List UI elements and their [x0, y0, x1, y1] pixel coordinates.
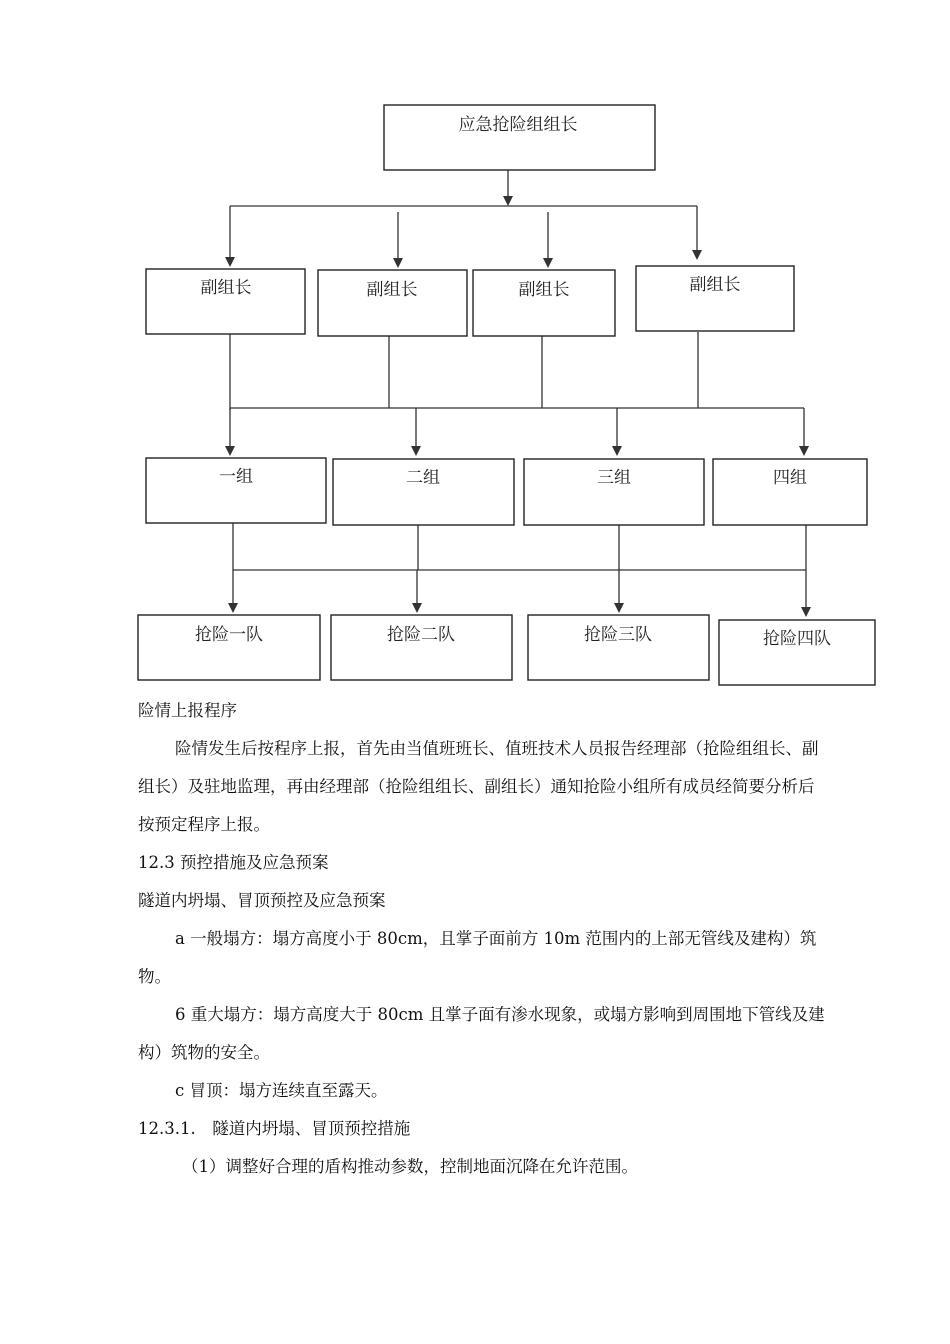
heading-tunnel-collapse: 隧道内坍塌、冒顶预控及应急预案	[138, 891, 386, 910]
paragraph-major-collapse: 6 重大塌方：塌方高度大于 80cm 且掌子面有渗水现象，或塌方影响到周围地下管线及建构）筑物的安全。	[138, 1005, 825, 1062]
leader-node	[384, 105, 655, 170]
deputy-node-4	[636, 266, 794, 331]
team-node-3	[528, 615, 709, 680]
team-label: 抢险二队	[387, 625, 455, 645]
paragraph-measure-1: （1）调整好合理的盾构推动参数，控制地面沉降在允许范围。	[182, 1157, 638, 1176]
heading-12-3: 12.3 预控措施及应急预案	[138, 853, 329, 872]
group-node-4	[713, 459, 867, 525]
group-node-3	[524, 459, 704, 525]
group-label: 二组	[406, 468, 440, 488]
paragraph-report-procedure: 险情发生后按程序上报，首先由当值班班长、值班技术人员报告经理部（抢险组组长、副组长）及驻地监理，再由经理部（抢险组组长、副组长）通知抢险小组所有成员经简要分析后按预定程序上报。	[138, 739, 819, 834]
deputy-node-3	[473, 270, 615, 336]
deputy-label: 副组长	[366, 280, 418, 300]
connectors	[225, 170, 811, 617]
heading-12-3-1: 12.3.1. 隧道内坍塌、冒顶预控措施	[138, 1119, 411, 1138]
group-node-1	[146, 458, 326, 523]
leader-label: 应急抢险组组长	[458, 115, 578, 135]
group-label: 三组	[597, 468, 631, 488]
heading-report-procedure: 险情上报程序	[138, 701, 237, 720]
team-label: 抢险一队	[195, 625, 263, 645]
team-node-2	[331, 615, 512, 680]
team-node-1	[138, 615, 320, 680]
deputy-label: 副组长	[200, 278, 252, 298]
team-node-4	[719, 620, 875, 685]
paragraph-roof-fall: c 冒顶：塌方连续直至露天。	[175, 1081, 388, 1100]
group-label: 四组	[773, 468, 807, 488]
paragraph-minor-collapse: a 一般塌方：塌方高度小于 80cm，且掌子面前方 10m 范围内的上部无管线及建构）筑物。	[138, 929, 817, 986]
deputy-label: 副组长	[518, 280, 570, 300]
team-label: 抢险四队	[763, 629, 831, 649]
document-body	[138, 692, 828, 1186]
deputy-label: 副组长	[689, 275, 741, 295]
deputy-node-2	[318, 270, 467, 336]
group-node-2	[333, 459, 514, 525]
group-label: 一组	[219, 467, 253, 487]
team-label: 抢险三队	[584, 625, 652, 645]
deputy-node-1	[146, 269, 305, 334]
